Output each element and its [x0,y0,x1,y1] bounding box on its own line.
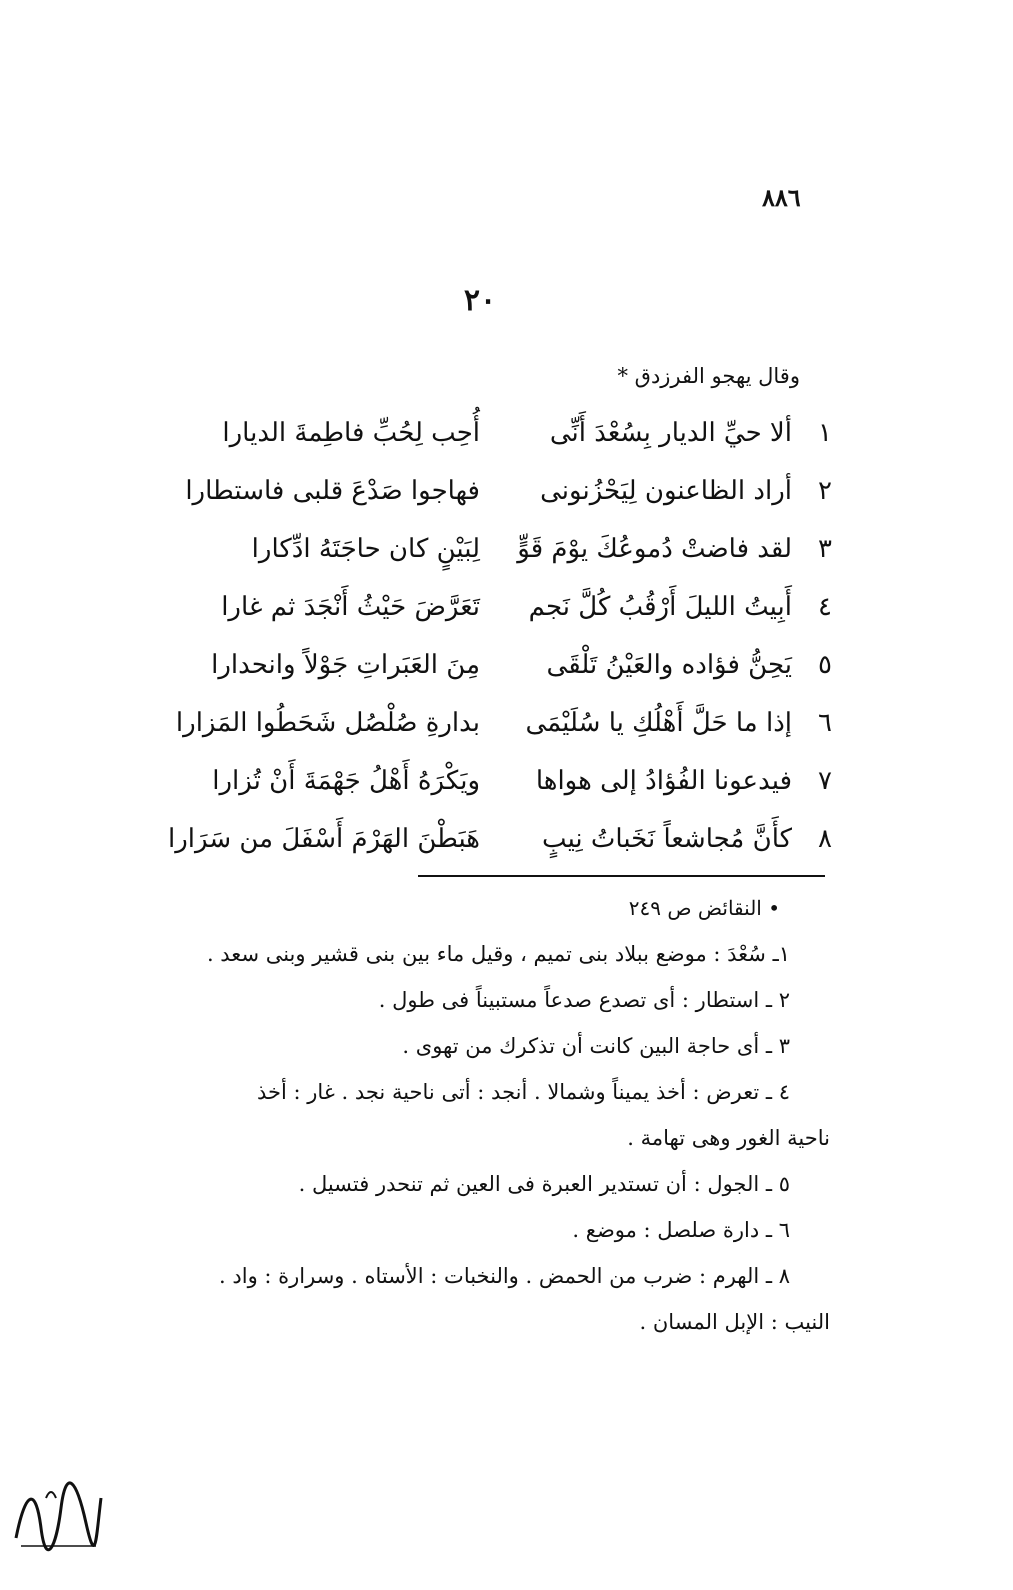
footnote-divider [418,875,825,877]
verse-number: ٣ [818,534,832,564]
verse-number: ٥ [818,650,832,680]
footnote-item: ١ـ سُعْدَ : موضع ببلاد بنى تميم ، وقيل ماء بين بنى قشير وبنى سعد . [206,942,790,966]
verse-second-hemistich: مِنَ العَبَراتِ جَوْلاً وانحدارا [211,650,480,680]
verse-second-hemistich: لِبَيْنٍ كان حاجَتَهُ ادِّكارا [251,534,480,564]
verse-number: ٢ [818,476,832,506]
poem-intro: وقال يهجو الفرزدق * [617,364,800,388]
verse-first-hemistich: أَبِيتُ الليلَ أَرْقُبُ كُلَّ نَجم [528,592,792,622]
verse-row [170,756,840,814]
footnote-item: ٦ ـ دارة صلصل : موضع . [572,1218,790,1242]
verse-row [170,466,840,524]
verse-row [170,408,840,466]
verse-second-hemistich: ويَكْرَهُ أَهْلُ جَهْمَةَ أَنْ تُزارا [212,766,480,796]
verse-number: ٨ [818,824,832,854]
verse-first-hemistich: إذا ما حَلَّ أَهْلُكِ يا سُلَيْمَى [525,708,792,738]
verse-number: ٤ [818,592,832,622]
verse-row [170,640,840,698]
verse-first-hemistich: لقد فاضتْ دُموعُكَ يوْمَ قَوٍّ [517,534,792,564]
verse-row [170,698,840,756]
verse-number: ٧ [818,766,832,796]
verse-second-hemistich: هَبَطْنَ الهَرْمَ أَسْفَلَ من سَرَارا [167,824,480,854]
footnote-item-continued: ناحية الغور وهى تهامة . [627,1126,830,1150]
verse-first-hemistich: أراد الظاعنون لِيَحْزُنونى [540,476,792,506]
verse-first-hemistich: ألا حيِّ الديار بِسُعْدَ أَنِّى [549,418,792,448]
footnote-item-continued: النيب : الإبل المسان . [639,1310,830,1334]
poem-number: ٢٠ [463,283,497,318]
verse-first-hemistich: كأَنَّ مُجاشعاً نَخَباتُ نِيبٍ [542,824,792,854]
verse-second-hemistich: بدارةِ صُلْصُل شَحَطُوا المَزارا [175,708,480,738]
verse-second-hemistich: فهاجوا صَدْعَ قلبى فاستطارا [185,476,480,506]
footnote-item: ٨ ـ الهرم : ضرب من الحمض . والنخبات : الأستاه . وسرارة : واد . [219,1264,790,1288]
verse-first-hemistich: فيدعونا الفُؤادُ إلى هواها [535,766,792,796]
verse-second-hemistich: أُحِب لِحُبِّ فاطِمةَ الديارا [222,418,480,448]
verse-list [167,408,840,872]
footnote-item: ٥ ـ الجول : أن تستدير العبرة فى العين ثم تنحدر فتسيل . [298,1172,790,1196]
footnote-item: ٢ ـ استطار : أى تصدع صدعاً مستبيناً فى طول . [378,988,790,1012]
verse-second-hemistich: تَعَرَّضَ حَيْثُ أَنْجَدَ ثم غارا [221,592,480,622]
verse-number: ٦ [818,708,832,738]
verse-row [170,582,840,640]
verse-first-hemistich: يَحِنُّ فؤاده والعَيْنُ تَلْقَى [546,650,792,680]
calligraphy-signature-icon [6,1468,106,1558]
footnote-item: ٤ ـ تعرض : أخذ يميناً وشمالا . أنجد : أتى ناحية نجد . غار : أخذ [257,1080,790,1104]
verse-row [167,814,840,872]
verse-number: ١ [818,418,832,448]
footnote-source: • النقائض ص ٢٤٩ [628,896,780,920]
footnotes [130,885,830,1345]
page-number: ٨٨٦ [762,183,801,212]
verse-row [170,524,840,582]
footnote-item: ٣ ـ أى حاجة البين كانت أن تذكرك من تهوى . [402,1034,790,1058]
